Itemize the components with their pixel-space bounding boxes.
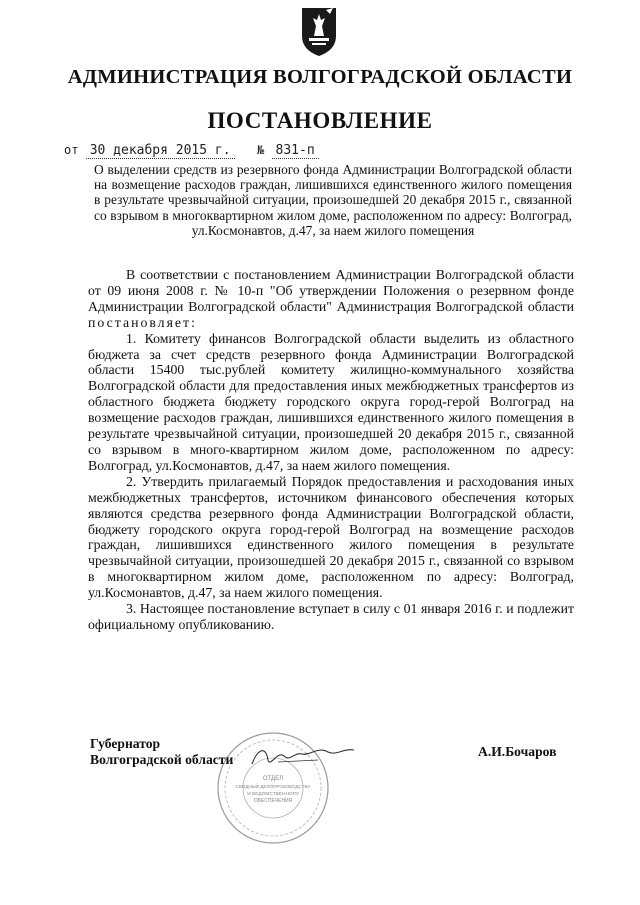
document-date: 30 декабря 2015 г. xyxy=(86,143,235,159)
document-body xyxy=(88,267,574,633)
document-number-line xyxy=(64,143,319,158)
stamp-line-1: ОТДЕЛ xyxy=(262,776,284,782)
handwritten-signature xyxy=(248,742,358,772)
volgograd-coat-of-arms-icon xyxy=(300,6,338,58)
item-3-paragraph: 3. Настоящее постановление вступает в силу с 01 января 2016 г. и подлежит официальному опубликованию. xyxy=(88,601,574,632)
signatory-position-line-1: Губернатор xyxy=(90,736,161,751)
stamp-line-4: ОБЕСПЕЧЕНИЯ xyxy=(253,798,293,804)
preamble-paragraph xyxy=(88,267,574,331)
item-1-paragraph: 1. Комитету финансов Волгоградской области выделить из областного бюджета за счет средств резервного фонда Администрации Волгоградской области 15400 тыс.рублей комитету жилищно-коммунального хозяйства Волгоградской области для предоставления иных межбюджетных трансфертов из областного бюджета бюджету городского округа город-герой Волгоград на возмещение расходов граждан, лишившихся единственного жилого помещения в результате чрезвычайной ситуации, произошедшей 20 декабря 2015 г., связанной со взрывом в много-квартирном жилом доме, расположенном по адресу: Волгоград, ул.Космонавтов, д.47, за наем жилого помещения. xyxy=(88,330,574,473)
stamp-line-3: И ВЕДОМСТВЕННОГО xyxy=(247,792,299,797)
signatory-position xyxy=(90,736,233,767)
preamble-text: В соответствии с постановлением Администрации Волгоградской области от 09 июня 2008 г. № 10-п "Об утверждении Положения о резервном фонде Администрации Волгоградской области" Администрация Волгоградской области xyxy=(88,267,574,314)
item-2-paragraph: 2. Утвердить прилагаемый Порядок предоставления и расходования иных межбюджетных трансфертов, источником финансового обеспечения которых являются средства резервного фонда Администрации Волгоградской области, бюджету городского округа город-герой Волгоград на возмещение расходов граждан, лишившихся единственного жилого помещения в результате чрезвычайной ситуации, произошедшей 20 декабря 2015 г., связанной со взрывом в многоквартирном жилом доме, расположенном по адресу: Волгоград, ул.Космонавтов, д.47, за наем жилого помещения. xyxy=(88,473,574,601)
document-type-title: ПОСТАНОВЛЕНИЕ xyxy=(207,108,433,133)
document-number: 831-п xyxy=(272,143,319,159)
number-label: № xyxy=(257,143,265,157)
signatory-name: А.И.Бочаров xyxy=(478,744,557,759)
document-subject: О выделении средств из резервного фонда Администрации Волгоградской области на возмещение расходов граждан, лишившихся единственного жилого помещения в результате чрезвычайной ситуации, произошедшей 20 декабря 2015 г., связанной со взрывом в многоквартирном жилом доме, расположенном по адресу: Волгоград, ул.Космонавтов, д.47, за наем жилого помещения xyxy=(94,162,572,238)
date-label: от xyxy=(64,143,79,157)
signatory-position-line-2: Волгоградской области xyxy=(90,751,234,767)
resolves-word: постановляет: xyxy=(88,314,197,330)
organization-title: АДМИНИСТРАЦИЯ ВОЛГОГРАДСКОЙ ОБЛАСТИ xyxy=(67,66,573,88)
stamp-line-2: СВОДНЫЙ ДЕЛОПРОИЗВОДСТВА xyxy=(235,784,311,789)
